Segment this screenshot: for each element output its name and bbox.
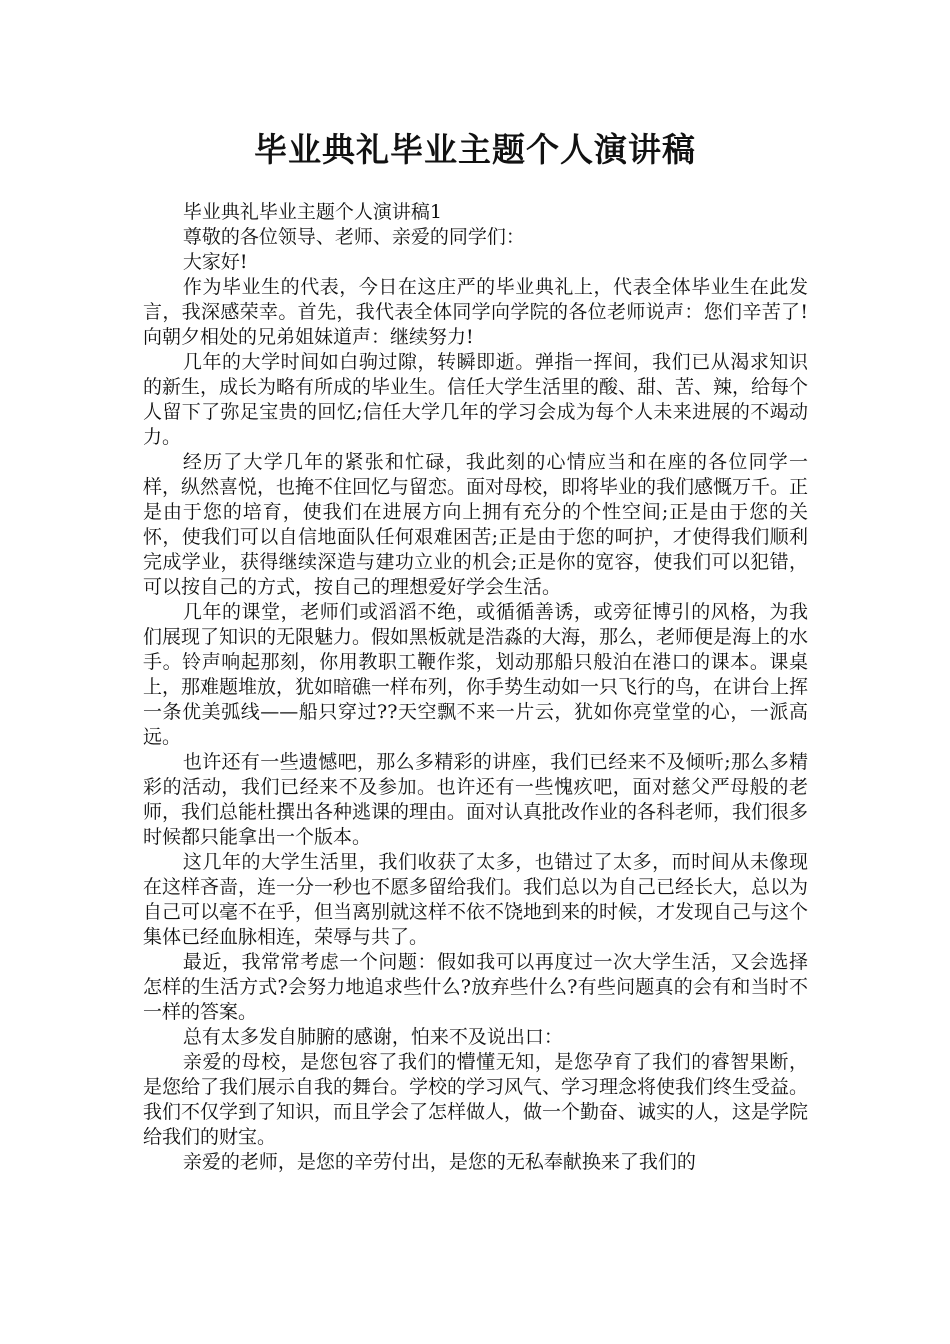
paragraph: 总有太多发自肺腑的感谢，怕来不及说出口：	[182, 1026, 563, 1048]
document-body	[143, 200, 808, 1175]
paragraph-salutation: 尊敬的各位领导、老师、亲爱的同学们：	[182, 226, 525, 248]
paragraph: 最近，我常常考虑一个问题：假如我可以再度过一次大学生活，又会选择怎样的生活方式?会努力地追求些什么?放弃些什么?有些问题真的会有和当时不一样的答案。	[143, 951, 808, 1023]
paragraph: 几年的大学时间如白驹过隙，转瞬即逝。弹指一挥间，我们已从渴求知识的新生，成长为略有所成的毕业生。信任大学生活里的酸、甜、苦、辣，给每个人留下了弥足宝贵的回忆;信任大学几年的学习会成为每个人未来进展的不竭动力。	[143, 351, 809, 448]
paragraph: 作为毕业生的代表，今日在这庄严的毕业典礼上，代表全体毕业生在此发言，我深感荣幸。首先，我代表全体同学向学院的各位老师说声：您们辛苦了!向朝夕相处的兄弟姐妹道声：继续努力!	[143, 276, 808, 348]
paragraph: 也许还有一些遗憾吧，那么多精彩的讲座，我们已经来不及倾听;那么多精彩的活动，我们已经来不及参加。也许还有一些愧疚吧，面对慈父严母般的老师，我们总能杜撰出各种逃课的理由。面对认真批改作业的各科老师，我们很多时候都只能拿出一个版本。	[143, 751, 809, 848]
paragraph: 亲爱的母校，是您包容了我们的懵懂无知，是您孕育了我们的睿智果断，是您给了我们展示自我的舞台。学校的学习风气、学习理念将使我们终生受益。我们不仅学到了知识，而且学会了怎样做人，做一个勤奋、诚实的人，这是学院给我们的财宝。	[143, 1051, 809, 1148]
paragraph: 亲爱的老师，是您的辛劳付出，是您的无私奉献换来了我们的	[182, 1151, 696, 1173]
paragraph: 这几年的大学生活里，我们收获了太多，也错过了太多，而时间从未像现在这样吝啬，连一分一秒也不愿多留给我们。我们总以为自己已经长大，总以为自己可以毫不在乎，但当离别就这样不依不饶地到来的时候，才发现自己与这个集体已经血脉相连，荣辱与共了。	[143, 851, 809, 948]
paragraph: 经历了大学几年的紧张和忙碌，我此刻的心情应当和在座的各位同学一样，纵然喜悦，也掩不住回忆与留恋。面对母校，即将毕业的我们感慨万千。正是由于您的培育，使我们在进展方向上拥有充分的个性空间;正是由于您的关怀，使我们可以自信地面队任何艰难困苦;正是由于您的呵护，才使得我们顺利完成学业，获得继续深造与建功立业的机会;正是你的宽容，使我们可以犯错，可以按自己的方式，按自己的理想爱好学会生活。	[143, 451, 809, 598]
paragraph-greeting: 大家好!	[182, 251, 248, 273]
paragraph-heading: 毕业典礼毕业主题个人演讲稿1	[182, 201, 442, 223]
paragraph: 几年的课堂，老师们或滔滔不绝，或循循善诱，或旁征博引的风格，为我们展现了知识的无限魅力。假如黑板就是浩淼的大海，那么，老师便是海上的水手。铃声响起那刻，你用教职工鞭作浆，划动那船只般泊在港口的课本。课桌上，那难题堆放，犹如暗礁一样布列，你手势生动如一只飞行的鸟，在讲台上挥一条优美弧线——船只穿过??天空飘不来一片云，犹如你亮堂堂的心，一派高远。	[143, 601, 809, 748]
document-title: 毕业典礼毕业主题个人演讲稿	[254, 130, 696, 169]
